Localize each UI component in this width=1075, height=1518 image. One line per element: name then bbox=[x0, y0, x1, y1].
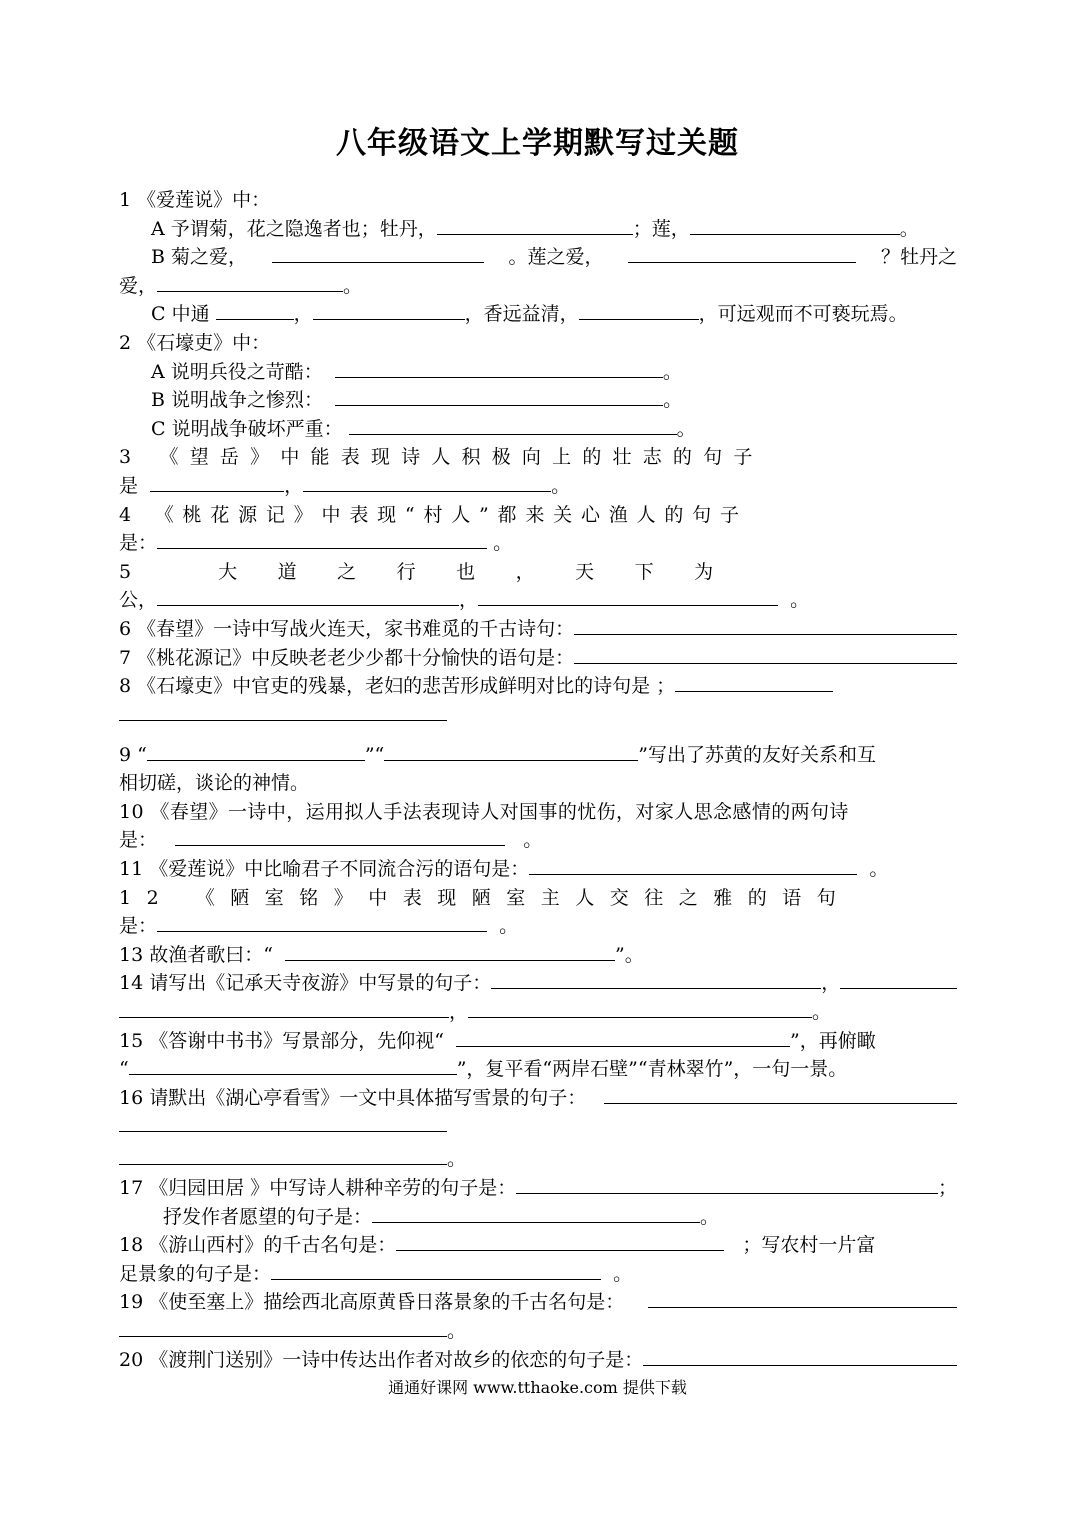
question-text: C 说明战争破坏严重： bbox=[151, 417, 343, 440]
question-text: 。 bbox=[343, 274, 363, 297]
answer-blank[interactable] bbox=[157, 912, 487, 932]
answer-blank[interactable] bbox=[437, 215, 633, 235]
question-text: 12 《陋室铭》中表现陋室主人交往之雅的语句 bbox=[119, 886, 852, 909]
answer-blank[interactable] bbox=[157, 586, 459, 606]
question-text: 3 《望岳》中能表现诗人积极向上的壮志的句子 bbox=[119, 446, 764, 469]
question-18 bbox=[119, 1231, 957, 1260]
answer-blank[interactable] bbox=[272, 243, 484, 263]
question-text: 。 bbox=[676, 417, 696, 440]
answer-blank[interactable] bbox=[456, 1027, 790, 1047]
question-10 bbox=[119, 798, 957, 827]
question-14-cont bbox=[119, 998, 957, 1027]
answer-blank[interactable] bbox=[840, 969, 957, 989]
question-text: ； bbox=[937, 1177, 957, 1199]
question-1b bbox=[119, 243, 957, 272]
question-list bbox=[119, 186, 957, 1374]
question-text: 16 请默出《湖心亭看雪》一文中具体描写雪景的句子： bbox=[119, 1086, 587, 1109]
question-text: 是 bbox=[119, 474, 139, 497]
question-text: 20 《渡荆门送别》一诗中传达出作者对故乡的依恋的句子是： bbox=[119, 1348, 644, 1371]
question-text: 11 《爱莲说》中比喻君子不同流合污的语句是： bbox=[119, 858, 530, 881]
question-1c bbox=[119, 300, 957, 329]
answer-blank[interactable] bbox=[372, 1203, 700, 1223]
question-5 bbox=[119, 558, 957, 587]
question-2a bbox=[119, 358, 957, 387]
question-text: 7 《桃花源记》中反映老老少少都十分愉快的语句是： bbox=[119, 646, 575, 669]
question-text: 。 bbox=[663, 389, 683, 412]
question-2b bbox=[119, 386, 957, 415]
question-text: 。 bbox=[447, 1319, 467, 1342]
question-text: 是： bbox=[119, 532, 158, 555]
answer-blank[interactable] bbox=[119, 701, 447, 721]
question-text: C 中通 bbox=[151, 303, 210, 326]
question-9 bbox=[119, 741, 957, 770]
question-text: 6 《春望》一诗中写战火连天，家书难觅的千古诗句： bbox=[119, 617, 575, 640]
answer-blank[interactable] bbox=[579, 300, 699, 320]
answer-blank[interactable] bbox=[147, 741, 365, 761]
question-text: 。 bbox=[613, 1262, 633, 1285]
question-text: 13 故渔者歌曰：“ bbox=[119, 943, 273, 966]
answer-blank[interactable] bbox=[349, 415, 677, 435]
question-text: 。 bbox=[700, 1205, 720, 1228]
question-text: A 说明兵役之苛酷： bbox=[151, 360, 323, 383]
answer-blank[interactable] bbox=[384, 741, 638, 761]
question-1a bbox=[119, 215, 957, 244]
answer-blank[interactable] bbox=[119, 1145, 447, 1165]
question-12 bbox=[119, 884, 957, 913]
question-text: 5 大道之行也，天下为 bbox=[119, 560, 754, 583]
answer-blank[interactable] bbox=[119, 1112, 447, 1132]
answer-blank[interactable] bbox=[643, 1346, 957, 1366]
question-text: 。 bbox=[523, 829, 543, 852]
question-text: 。 bbox=[812, 1001, 832, 1024]
question-text: 是： bbox=[119, 829, 158, 852]
question-text: ”，复平看“两岸石壁”“青林翠竹”，一句一景。 bbox=[456, 1058, 848, 1081]
question-9-cont bbox=[119, 769, 957, 798]
question-text: ”。 bbox=[615, 943, 644, 966]
question-text: 。 bbox=[493, 532, 513, 555]
question-text: B 菊之爱， bbox=[151, 246, 248, 269]
question-4 bbox=[119, 501, 957, 530]
answer-blank[interactable] bbox=[119, 1317, 447, 1337]
question-8-cont bbox=[119, 701, 957, 741]
answer-blank[interactable] bbox=[129, 1055, 457, 1075]
answer-blank[interactable] bbox=[303, 472, 551, 492]
question-text: ；莲， bbox=[632, 217, 690, 240]
question-16-cont2 bbox=[119, 1145, 957, 1174]
question-text: 。 bbox=[869, 858, 889, 881]
answer-blank[interactable] bbox=[335, 358, 663, 378]
question-13 bbox=[119, 941, 957, 970]
answer-blank[interactable] bbox=[157, 529, 487, 549]
question-19-cont bbox=[119, 1317, 957, 1346]
question-6 bbox=[119, 615, 957, 644]
question-text: 1 《爱莲说》中： bbox=[119, 189, 271, 211]
answer-blank[interactable] bbox=[574, 644, 957, 664]
answer-blank[interactable] bbox=[119, 998, 449, 1018]
page-title: 八年级语文上学期默写过关题 bbox=[336, 126, 739, 161]
question-text: 。 bbox=[790, 589, 810, 612]
question-text: 。 bbox=[662, 360, 682, 383]
question-14 bbox=[119, 969, 957, 998]
question-19 bbox=[119, 1288, 957, 1317]
question-18-cont bbox=[119, 1260, 957, 1289]
question-3-cont bbox=[119, 472, 957, 501]
question-text: 。 bbox=[447, 1148, 467, 1171]
question-text: A 予谓菊，花之隐逸者也；牡丹， bbox=[151, 217, 437, 240]
answer-blank[interactable] bbox=[335, 386, 663, 406]
question-text: 公， bbox=[119, 589, 158, 612]
question-text: ， bbox=[821, 972, 841, 995]
question-12-cont bbox=[119, 912, 957, 941]
question-2c bbox=[119, 415, 957, 444]
question-text: 。 bbox=[899, 217, 919, 240]
question-text: 。 bbox=[499, 915, 519, 938]
answer-blank[interactable] bbox=[150, 472, 284, 492]
answer-blank[interactable] bbox=[271, 1260, 601, 1280]
answer-blank[interactable] bbox=[574, 615, 957, 635]
answer-blank[interactable] bbox=[396, 1231, 724, 1251]
answer-blank[interactable] bbox=[529, 855, 857, 875]
question-text: 14 请写出《记承天寺夜游》中写景的句子： bbox=[119, 972, 492, 995]
question-text: ？牡丹之 bbox=[880, 246, 957, 269]
answer-blank[interactable] bbox=[313, 300, 465, 320]
answer-blank[interactable] bbox=[175, 826, 505, 846]
question-text: 4 《桃花源记》中表现“村人”都来关心渔人的句子 bbox=[119, 503, 748, 526]
question-text: 17 《归园田居 》中写诗人耕种辛劳的句子是： bbox=[119, 1177, 517, 1199]
question-2 bbox=[119, 329, 957, 358]
question-text: 相切磋，谈论的神情。 bbox=[119, 772, 310, 795]
answer-blank[interactable] bbox=[675, 672, 833, 692]
answer-blank[interactable] bbox=[491, 969, 821, 989]
question-text: 2 《石壕吏》中： bbox=[119, 331, 271, 354]
question-text: 是： bbox=[119, 915, 158, 938]
question-text: ，可远观而不可亵玩焉。 bbox=[698, 303, 908, 326]
question-3 bbox=[119, 443, 957, 472]
answer-blank[interactable] bbox=[516, 1174, 938, 1194]
question-1b-cont bbox=[119, 272, 957, 301]
question-text: 爱， bbox=[119, 274, 158, 297]
question-text: “ bbox=[119, 1058, 129, 1081]
question-text: 抒发作者愿望的句子是： bbox=[163, 1205, 373, 1228]
question-text: ，香远益清， bbox=[464, 303, 579, 326]
question-text: 18 《游山西村》的千古名句是： bbox=[119, 1234, 397, 1257]
answer-blank[interactable] bbox=[628, 243, 856, 263]
question-text: ”，再俯瞰 bbox=[790, 1029, 876, 1052]
answer-blank[interactable] bbox=[648, 1288, 957, 1308]
question-16-cont bbox=[119, 1112, 957, 1145]
answer-blank[interactable] bbox=[690, 215, 900, 235]
question-17 bbox=[119, 1174, 957, 1203]
question-20 bbox=[119, 1346, 957, 1375]
question-15 bbox=[119, 1027, 957, 1056]
question-text: 8 《石壕吏》中官吏的残暴，老妇的悲苦形成鲜明对比的诗句是 ； bbox=[119, 675, 676, 698]
answer-blank[interactable] bbox=[478, 586, 778, 606]
question-text: ， bbox=[449, 1001, 469, 1024]
question-text: ”写出了苏黄的友好关系和互 bbox=[638, 743, 876, 766]
question-text: 。 bbox=[551, 474, 571, 497]
question-text: 10 《春望》一诗中，运用拟人手法表现诗人对国事的忧伤，对家人思念感情的两句诗 bbox=[119, 800, 849, 823]
question-text: 9 “ bbox=[119, 743, 147, 766]
question-text: 。莲之爱， bbox=[508, 246, 604, 269]
question-text: 19 《使至塞上》描绘西北高原黄昏日落景象的千古名句是： bbox=[119, 1291, 625, 1314]
answer-blank[interactable] bbox=[216, 300, 294, 320]
answer-blank[interactable] bbox=[285, 941, 615, 961]
page-footer: 通通好课网 www.tthaoke.com 提供下载 bbox=[388, 1378, 687, 1397]
question-16 bbox=[119, 1084, 957, 1113]
question-11 bbox=[119, 855, 957, 884]
answer-blank[interactable] bbox=[604, 1084, 957, 1104]
question-5-cont bbox=[119, 586, 957, 615]
answer-blank[interactable] bbox=[468, 998, 812, 1018]
question-text: 足景象的句子是： bbox=[119, 1262, 272, 1285]
question-8 bbox=[119, 672, 957, 701]
question-7 bbox=[119, 644, 957, 673]
question-text: ， bbox=[284, 474, 304, 497]
question-4-cont bbox=[119, 529, 957, 558]
question-10-cont bbox=[119, 826, 957, 855]
question-text: ；写农村一片富 bbox=[742, 1234, 876, 1257]
question-1 bbox=[119, 186, 957, 215]
question-text: ”“ bbox=[364, 743, 385, 766]
question-text: ， bbox=[459, 589, 479, 612]
answer-blank[interactable] bbox=[157, 272, 343, 292]
question-text: B 说明战争之惨烈： bbox=[151, 389, 324, 412]
question-17-cont bbox=[119, 1203, 957, 1232]
question-text: 15 《答谢中书书》写景部分，先仰视“ bbox=[119, 1029, 444, 1052]
question-text: ， bbox=[293, 303, 313, 326]
question-15-cont bbox=[119, 1055, 957, 1084]
